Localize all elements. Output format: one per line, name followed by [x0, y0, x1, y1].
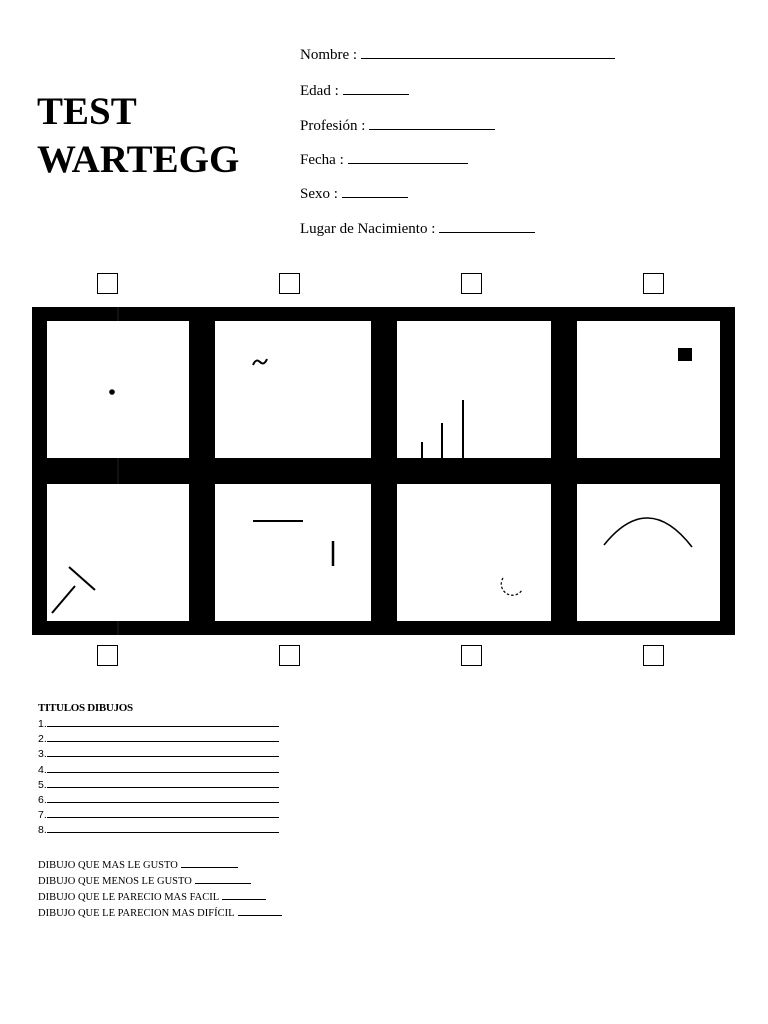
- checkbox-drawing-8[interactable]: [643, 645, 664, 666]
- title-blank[interactable]: [47, 731, 279, 742]
- drawing-cell-6[interactable]: [215, 484, 371, 621]
- title-blank[interactable]: [47, 792, 279, 803]
- drawing-cell-7[interactable]: [397, 484, 551, 621]
- drawing-cell-2[interactable]: [215, 321, 371, 458]
- drawing-cell-4[interactable]: [577, 321, 720, 458]
- title-row-4[interactable]: 4.: [38, 762, 279, 777]
- title-blank[interactable]: [47, 807, 279, 818]
- checkbox-drawing-5[interactable]: [97, 645, 118, 666]
- easiest-blank[interactable]: [222, 889, 266, 900]
- stimulus-dot: [109, 389, 115, 395]
- drawing-cell-8[interactable]: [577, 484, 720, 621]
- drawing-titles-section: [38, 702, 279, 838]
- title-row-8[interactable]: 8.: [38, 822, 279, 837]
- least-liked-blank[interactable]: [195, 873, 251, 884]
- hardest-blank[interactable]: [238, 905, 282, 916]
- title-row-6[interactable]: 6.: [38, 792, 279, 807]
- drawing-cell-1[interactable]: [47, 321, 189, 458]
- most-liked-row[interactable]: DIBUJO QUE MAS LE GUSTO: [38, 857, 282, 873]
- edad-label: Edad :: [300, 83, 339, 99]
- title-blank[interactable]: [47, 777, 279, 788]
- stimulus-black-square: [678, 348, 692, 361]
- easiest-row[interactable]: DIBUJO QUE LE PARECIO MAS FACIL: [38, 889, 282, 905]
- title-blank[interactable]: [47, 762, 279, 773]
- drawing-cell-3[interactable]: [397, 321, 551, 458]
- title-row-3[interactable]: 3.: [38, 746, 279, 761]
- title-blank[interactable]: [47, 716, 279, 727]
- title-row-1[interactable]: 1.: [38, 716, 279, 731]
- lugar-nacimiento-label: Lugar de Nacimiento :: [300, 221, 436, 237]
- hardest-row[interactable]: DIBUJO QUE LE PARECION MAS DIFÍCIL: [38, 905, 282, 921]
- preferences-section: [38, 857, 282, 921]
- title-line-2: WARTEGG: [37, 138, 240, 181]
- title-row-7[interactable]: 7.: [38, 807, 279, 822]
- least-liked-row[interactable]: DIBUJO QUE MENOS LE GUSTO: [38, 873, 282, 889]
- titles-heading: TITULOS DIBUJOS: [38, 702, 133, 714]
- checkbox-drawing-7[interactable]: [461, 645, 482, 666]
- title-blank[interactable]: [47, 822, 279, 833]
- drawing-cell-5[interactable]: [47, 484, 189, 621]
- title-line-1: TEST: [37, 90, 137, 133]
- most-liked-blank[interactable]: [181, 857, 238, 868]
- checkbox-drawing-6[interactable]: [279, 645, 300, 666]
- sexo-label: Sexo :: [300, 186, 338, 202]
- title-row-2[interactable]: 2.: [38, 731, 279, 746]
- nombre-label: Nombre :: [300, 47, 358, 63]
- profesion-label: Profesión :: [300, 118, 366, 134]
- title-blank[interactable]: [47, 746, 279, 757]
- title-row-5[interactable]: 5.: [38, 777, 279, 792]
- fecha-label: Fecha :: [300, 152, 344, 168]
